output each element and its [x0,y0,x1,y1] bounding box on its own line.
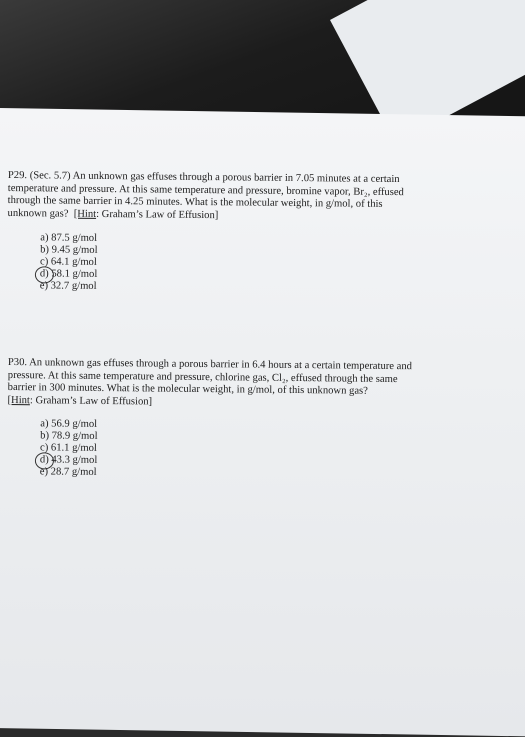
problem-p30 [7,357,513,484]
hint-label: [Hint [7,394,30,407]
problem-line: through the same barrier in 4.25 minutes. What is the molecular weight, in g/mol, of this [7,195,383,211]
problem-line: pressure. At this same temperature and pressure, chlorine gas, Cl₂, effused through the same [7,369,398,385]
problem-line: barrier in 300 minutes. What is the molecular weight, in g/mol, of this unknown gas? [7,382,368,397]
hint-text: : Graham’s Law of Effusion] [29,395,153,408]
answer-choice-a: a) 56.9 g/mol [40,418,98,431]
problem-line: P29. (Sec. 5.7) An unknown gas effuses through a porous barrier in 7.05 minutes at a certain [7,170,400,186]
problem-line: temperature and pressure. At this same temperature and pressure, bromine vapor, Br₂, effused [7,182,404,198]
answer-choice-b: b) 9.45 g/mol [40,244,98,257]
answer-choice-d-circled: d) 58.1 g/mol [40,269,512,286]
answer-choice-e: e) 32.7 g/mol [39,280,97,293]
answer-choices [40,419,513,484]
problem-line: unknown gas? [7,207,69,220]
problem-line: P30. An unknown gas effuses through a porous barrier in 6.4 hours at a certain temperature and [7,357,413,373]
hint-label: [Hint [73,208,97,220]
hint-text: : Graham’s Law of Effusion] [96,208,219,221]
answer-choice-b: b) 78.9 g/mol [40,430,98,443]
answer-choice-a: a) 87.5 g/mol [40,232,98,245]
answer-choice-c: c) 61.1 g/mol [39,442,97,455]
answer-choices [40,233,513,298]
problem-p29 [7,170,513,298]
answer-choice-d-circled: d) 43.3 g/mol [40,455,512,472]
answer-choice-e: e) 28.7 g/mol [39,466,97,479]
answer-choice-c: c) 64.1 g/mol [39,256,97,269]
